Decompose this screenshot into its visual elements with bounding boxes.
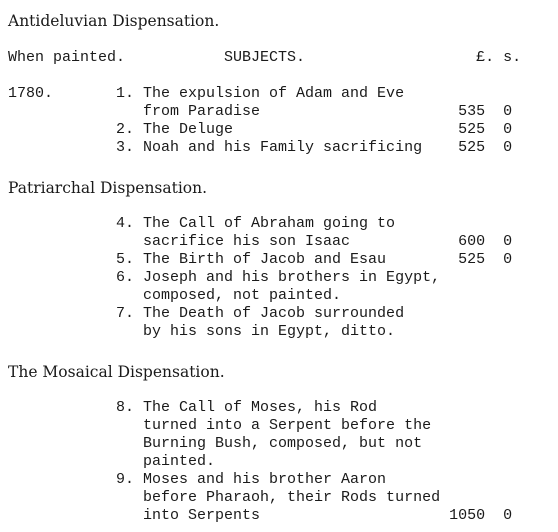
section-heading-mosaical: The Mosaical Dispensation. [8, 363, 225, 381]
antediluvian-entries: 1780. 1. The expulsion of Adam and Eve from Paradise 535 0 2. The Deluge 525 0 3. Noah and his Family sacrificing 525 0 [8, 85, 513, 156]
patriarchal-entries: 4. The Call of Abraham going to sacrifice his son Isaac 600 0 5. The Birth of Jacob and Esau 525 0 6. Joseph and his brothers in Egypt, composed, not painted. 7. The Death of Jacob surrounded by his sons in Egypt, ditto. [116, 215, 513, 340]
mosaical-entries: 8. The Call of Moses, his Rod turned into a Serpent before the Burning Bush, composed, but not painted. 9. Moses and his brother Aaron before Pharaoh, their Rods turned into Serpents 1050 0 [116, 399, 513, 524]
column-headers: When painted. SUBJECTS. £. s. [8, 49, 522, 66]
section-heading-antediluvian: Antideluvian Dispensation. [8, 12, 220, 30]
section-heading-patriarchal: Patriarchal Dispensation. [8, 179, 208, 197]
